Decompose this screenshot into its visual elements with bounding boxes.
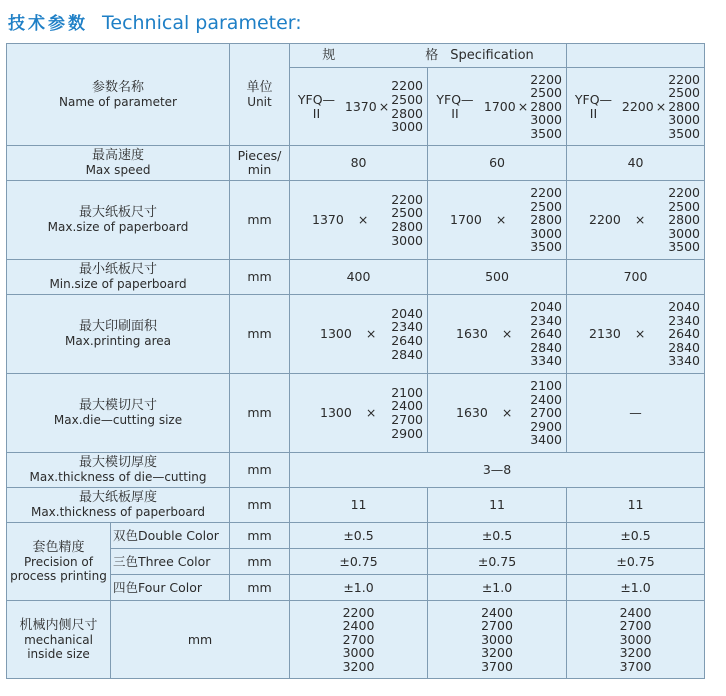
value-cell: ±0.75: [428, 549, 567, 575]
row-max-speed: [7, 146, 705, 181]
value-cell: 40: [567, 146, 705, 181]
value-cell: 1370 × 2200 2500 2800 3000: [290, 181, 428, 260]
precision-sub-label: 三色Three Color: [111, 549, 230, 575]
value-cell: 60: [428, 146, 567, 181]
value-cell: 1700 × 2200 2500 2800 3000 3500: [428, 181, 567, 260]
value-cell: ±0.75: [567, 549, 705, 575]
unit-cell: mm: [230, 374, 290, 453]
row-board-thick: [7, 488, 705, 523]
value-cell: 1300 × 2100 2400 2700 2900: [290, 374, 428, 453]
title-en: Technical parameter:: [102, 12, 302, 34]
model-3: YFQ—II 2200 × 2200 2500 2800 3000 3500: [567, 68, 705, 146]
unit-header: 单位 Unit: [230, 44, 290, 146]
precision-sub-label: 双色Double Color: [111, 523, 230, 549]
value-cell: ±0.5: [567, 523, 705, 549]
unit-max-speed: Pieces/ min: [230, 146, 290, 181]
model-1: YFQ—II 1370 × 2200 2500 2800 3000: [290, 68, 428, 146]
value-cell: —: [567, 374, 705, 453]
unit-cell: mm: [230, 549, 290, 575]
value-cell: 11: [428, 488, 567, 523]
label-board-thick: 最大纸板厚度 Max.thickness of paperboard: [7, 488, 230, 523]
spec-header-empty: [567, 44, 705, 68]
unit-cell: mm: [230, 575, 290, 601]
label-print-area: 最大印刷面积 Max.printing area: [7, 295, 230, 374]
value-cell: ±0.5: [428, 523, 567, 549]
label-inner-size: 机械内侧尺寸 mechanical inside size: [7, 601, 111, 679]
value-cell: 500: [428, 260, 567, 295]
value-cell: 2130 × 2040 2340 2640 2840 3340: [567, 295, 705, 374]
value-cell: 1630 × 2040 2340 2640 2840 3340: [428, 295, 567, 374]
spec-table: [6, 43, 705, 679]
row-max-board: [7, 181, 705, 260]
value-cell: 11: [290, 488, 428, 523]
value-cell: 2200 2400 2700 3000 3200: [290, 601, 428, 679]
row-inner-size: [7, 601, 705, 679]
value-cell: 1300 × 2040 2340 2640 2840: [290, 295, 428, 374]
value-cell: 80: [290, 146, 428, 181]
value-cell: ±0.75: [290, 549, 428, 575]
row-min-board: [7, 260, 705, 295]
spec-header: 规 格 Specification: [290, 44, 567, 68]
unit-cell: mm: [230, 181, 290, 260]
page-title: [8, 10, 302, 36]
model-2: YFQ—II 1700 × 2200 2500 2800 3000 3500: [428, 68, 567, 146]
row-die-cut: [7, 374, 705, 453]
label-die-thick: 最大模切厚度 Max.thickness of die—cutting: [7, 453, 230, 488]
row-die-thick: [7, 453, 705, 488]
title-cn: 技术参数: [8, 14, 88, 34]
unit-cell: mm: [230, 295, 290, 374]
unit-cell: mm: [230, 488, 290, 523]
value-cell: ±1.0: [290, 575, 428, 601]
param-header: 参数名称 Name of parameter: [7, 44, 230, 146]
unit-cell: mm: [230, 260, 290, 295]
unit-cell: mm: [111, 601, 290, 679]
value-cell: ±1.0: [428, 575, 567, 601]
value-cell: 400: [290, 260, 428, 295]
value-cell: ±1.0: [567, 575, 705, 601]
precision-sub-label: 四色Four Color: [111, 575, 230, 601]
value-cell: 11: [567, 488, 705, 523]
value-cell: 700: [567, 260, 705, 295]
value-cell: ±0.5: [290, 523, 428, 549]
row-precision-three: [7, 549, 705, 575]
label-max-speed: 最高速度 Max speed: [7, 146, 230, 181]
value-cell: 2400 2700 3000 3200 3700: [428, 601, 567, 679]
row-print-area: [7, 295, 705, 374]
value-cell: 2200 × 2200 2500 2800 3000 3500: [567, 181, 705, 260]
row-precision-double: [7, 523, 705, 549]
value-cell: 2400 2700 3000 3200 3700: [567, 601, 705, 679]
spec-header-row: [7, 44, 705, 68]
row-precision-four: [7, 575, 705, 601]
label-min-board: 最小纸板尺寸 Min.size of paperboard: [7, 260, 230, 295]
unit-cell: mm: [230, 523, 290, 549]
label-precision: 套色精度 Precision of process printing: [7, 523, 111, 601]
label-die-cut: 最大模切尺寸 Max.die—cutting size: [7, 374, 230, 453]
value-cell: 1630 × 2100 2400 2700 2900 3400: [428, 374, 567, 453]
value-cell: 3—8: [290, 453, 705, 488]
unit-cell: mm: [230, 453, 290, 488]
label-max-board: 最大纸板尺寸 Max.size of paperboard: [7, 181, 230, 260]
